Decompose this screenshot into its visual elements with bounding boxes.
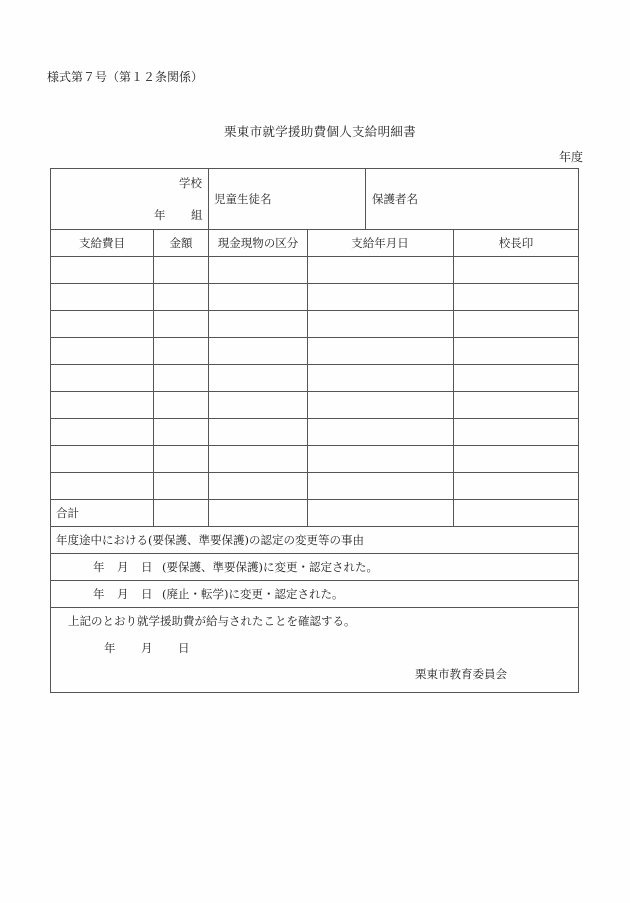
form-number: 様式第７号（第１２条関係）: [47, 70, 204, 84]
guardian-name-label: 保護者名: [372, 192, 418, 206]
confirmation-year: 年: [104, 641, 116, 655]
column-header-payment-date: 支給年月日: [351, 236, 409, 250]
fiscal-year-label: 年度: [559, 150, 584, 164]
column-header-expense-item: 支給費目: [79, 236, 125, 250]
issuer-name: 栗東市教育委員会: [415, 667, 507, 681]
confirmation-day: 日: [178, 641, 190, 655]
grade-label: 年: [154, 208, 166, 222]
column-header-amount: 金額: [169, 236, 193, 250]
column-header-principal-seal: 校長印: [498, 236, 534, 250]
school-label: 学校: [179, 176, 202, 190]
class-label: 組: [191, 208, 203, 222]
change-reason-label: 年度途中における(要保護、準要保護)の認定の変更等の事由: [56, 533, 364, 547]
student-name-label: 児童生徒名: [214, 192, 272, 206]
confirmation-month: 月: [141, 641, 153, 655]
document-title: 栗東市就学援助費個人支給明細書: [224, 124, 417, 139]
column-header-cash-kind: 現金現物の区分: [217, 236, 299, 250]
total-label: 合計: [56, 506, 79, 520]
confirmation-text: 上記のとおり就学援助費が給与されたことを確認する。: [68, 614, 356, 628]
